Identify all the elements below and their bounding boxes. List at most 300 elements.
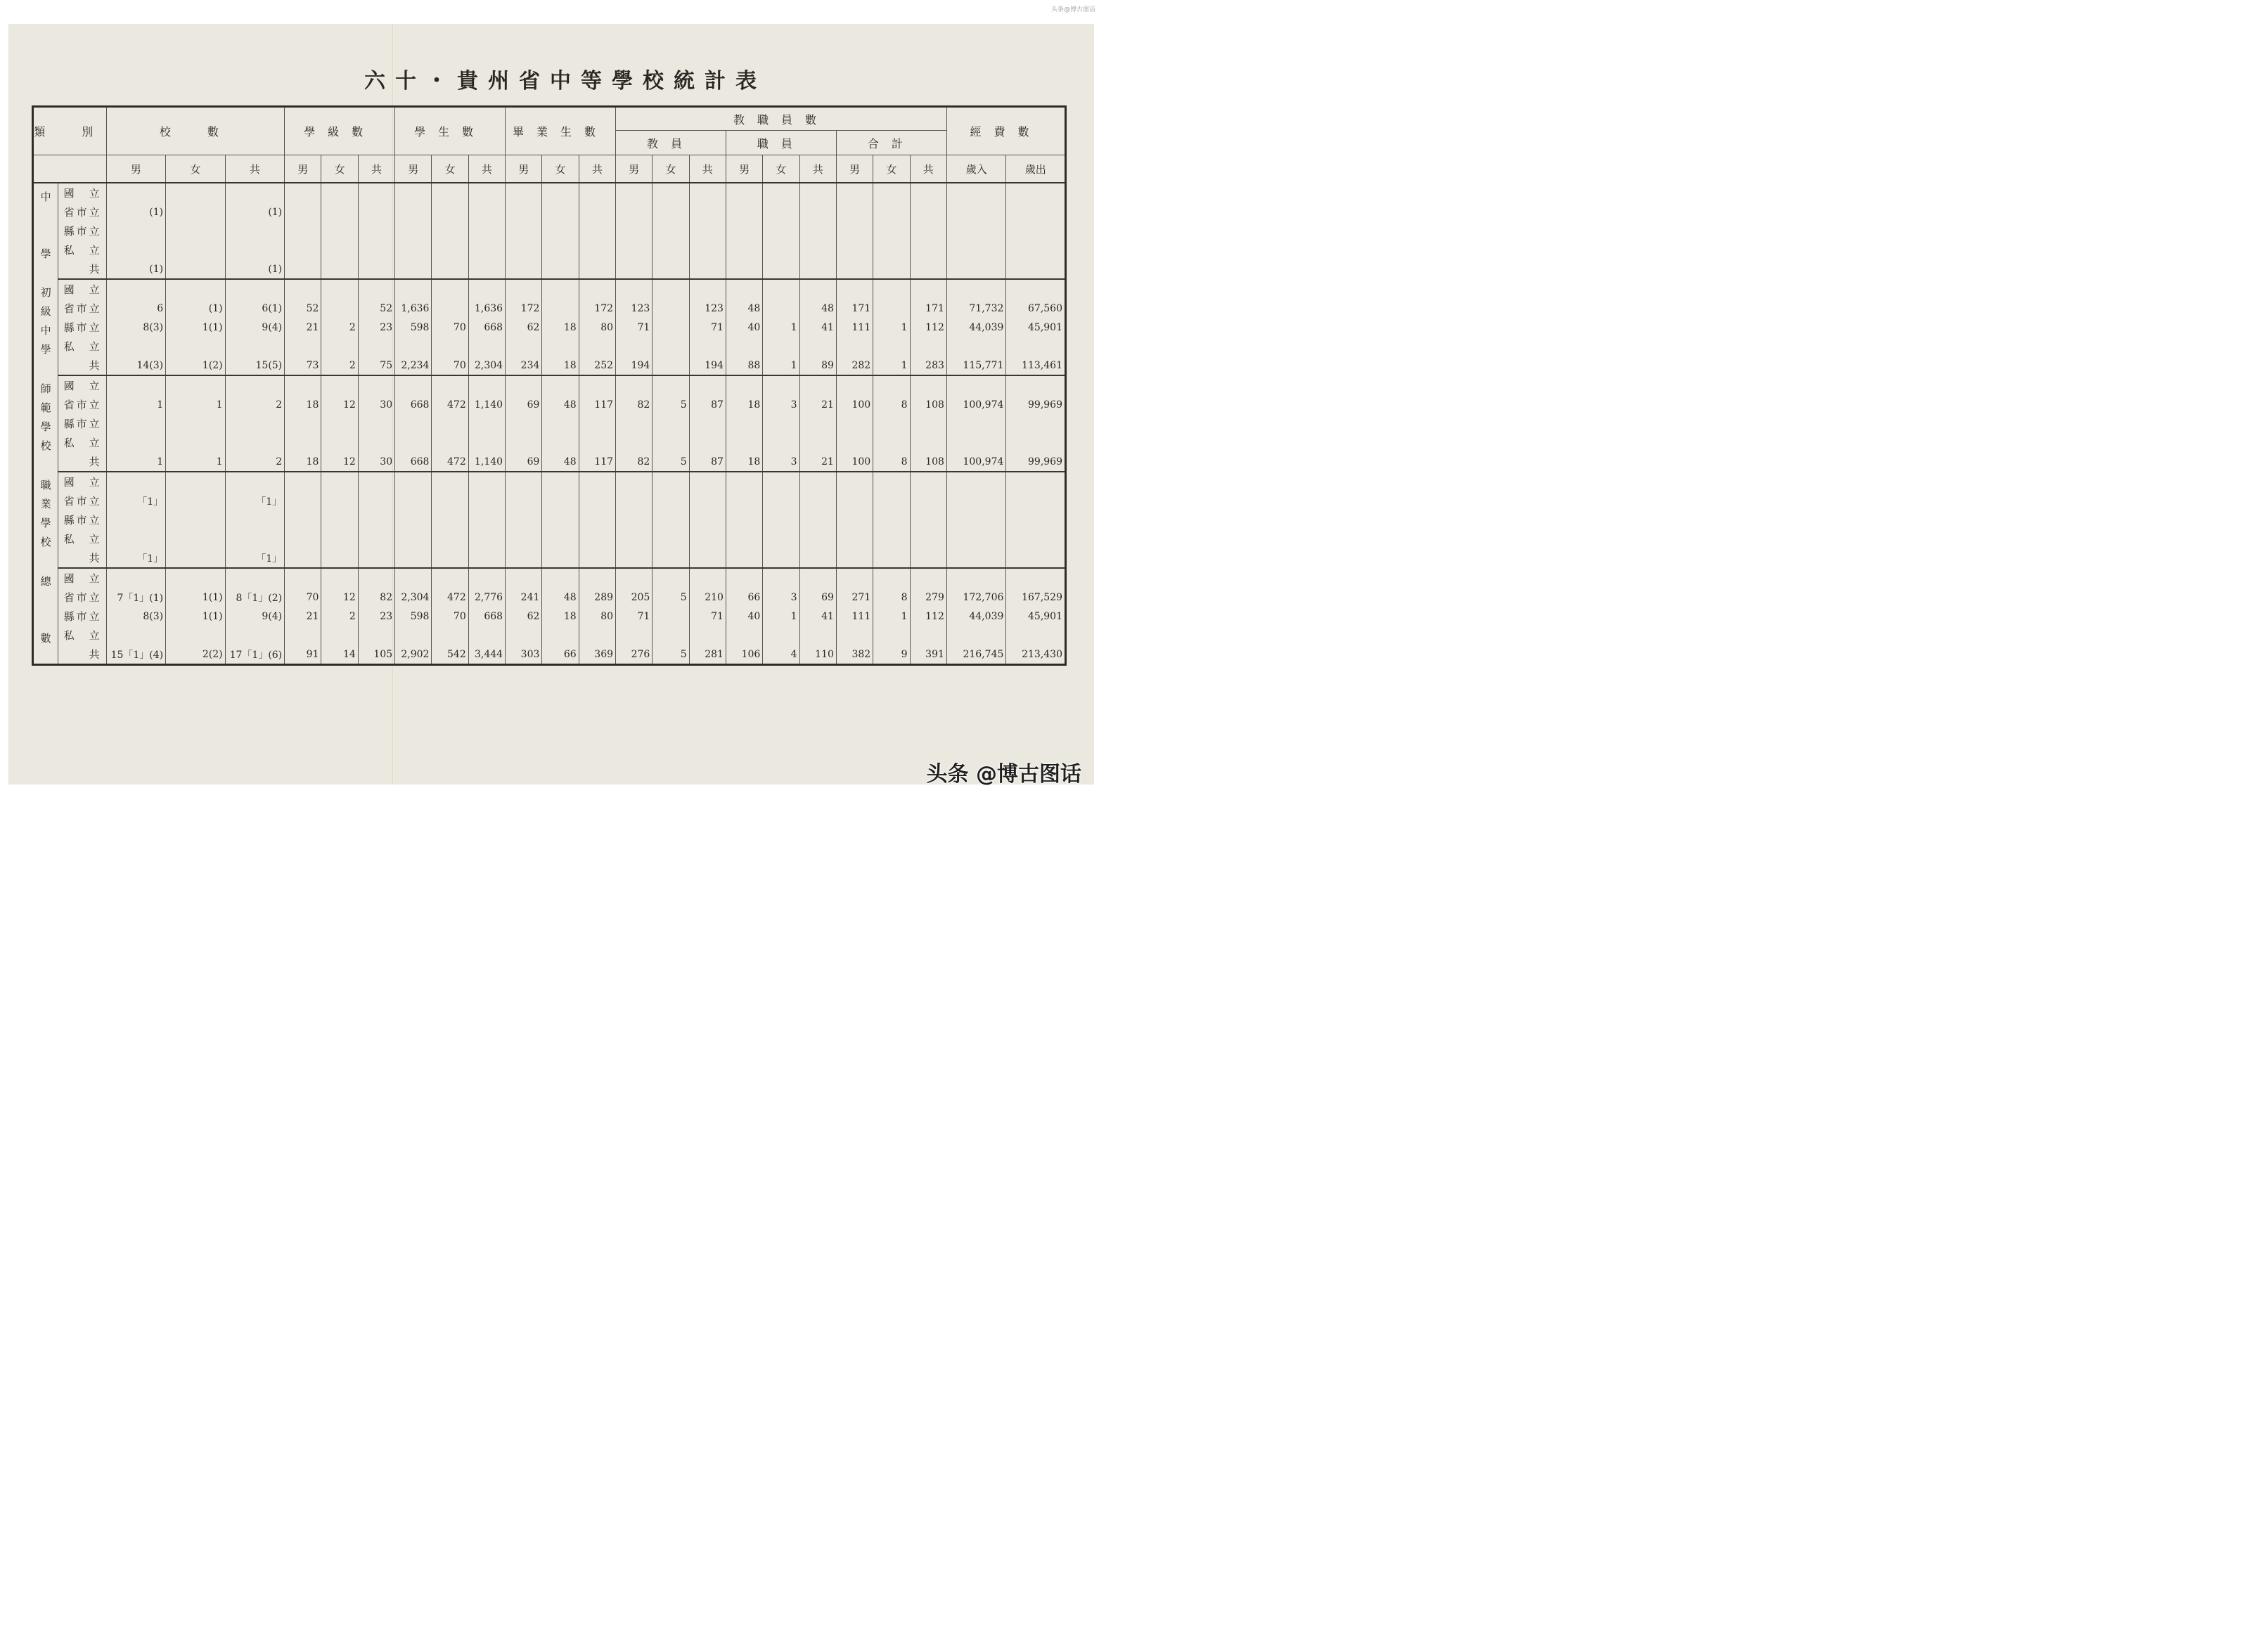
table-cell [763, 337, 799, 356]
table-cell [468, 510, 505, 529]
table-cell [689, 414, 726, 433]
table-cell [432, 548, 468, 568]
table-row [33, 183, 1066, 202]
table-cell [285, 221, 321, 240]
header-both: 共 [689, 155, 726, 183]
table-cell [1006, 414, 1066, 433]
table-cell [285, 414, 321, 433]
table-cell [910, 202, 946, 221]
category-char [34, 610, 58, 629]
table-cell: 14(3) [106, 356, 166, 375]
table-cell [506, 568, 542, 588]
table-cell: 18 [542, 356, 579, 375]
table-cell [689, 491, 726, 510]
table-cell [689, 221, 726, 240]
table-cell: 167,529 [1006, 588, 1066, 607]
table-row [33, 240, 1066, 259]
table-cell [1006, 433, 1066, 452]
table-cell [616, 183, 652, 202]
table-cell [395, 337, 432, 356]
table-cell [726, 414, 762, 433]
table-cell [763, 548, 799, 568]
table-cell: 21 [799, 395, 836, 414]
table-cell [432, 433, 468, 452]
table-cell [726, 568, 762, 588]
table-cell [836, 202, 873, 221]
table-cell: 303 [506, 645, 542, 665]
row-sub-label: 國 立 [58, 472, 106, 491]
table-cell: (1) [106, 259, 166, 279]
table-cell: 17「1」(6) [225, 645, 285, 665]
table-cell: 12 [321, 452, 358, 472]
table-cell [946, 375, 1006, 395]
table-cell [395, 433, 432, 452]
table-cell [166, 183, 226, 202]
table-cell: 14 [321, 645, 358, 665]
table-cell [763, 279, 799, 299]
table-cell [799, 433, 836, 452]
table-cell: 668 [395, 452, 432, 472]
table-cell: 1,140 [468, 452, 505, 472]
table-cell [321, 299, 358, 318]
table-cell [432, 529, 468, 548]
table-cell [285, 202, 321, 221]
table-cell: 71 [689, 318, 726, 337]
table-cell [616, 414, 652, 433]
table-cell: 70 [285, 588, 321, 607]
table-cell: 1 [873, 318, 910, 337]
table-cell: 382 [836, 645, 873, 665]
table-cell [763, 240, 799, 259]
table-cell [836, 529, 873, 548]
row-sub-label: 共 [58, 356, 106, 375]
table-cell [542, 548, 579, 568]
table-cell [285, 279, 321, 299]
table-cell [285, 183, 321, 202]
table-cell: 18 [542, 318, 579, 337]
table-cell [395, 491, 432, 510]
table-cell [542, 221, 579, 240]
table-cell [579, 433, 615, 452]
table-cell: 62 [506, 607, 542, 626]
table-cell: 62 [506, 318, 542, 337]
table-cell [395, 568, 432, 588]
table-cell: 21 [799, 452, 836, 472]
table-cell [358, 202, 394, 221]
table-cell: 18 [285, 452, 321, 472]
table-cell [763, 472, 799, 491]
table-cell [652, 568, 689, 588]
table-cell: 123 [616, 299, 652, 318]
table-cell [946, 414, 1006, 433]
table-row [33, 548, 1066, 568]
table-cell [506, 337, 542, 356]
table-cell [225, 183, 285, 202]
table-cell [285, 337, 321, 356]
table-cell [285, 259, 321, 279]
header-expenses: 經費數 [946, 107, 1065, 155]
table-cell: 2,776 [468, 588, 505, 607]
category-label [33, 472, 58, 568]
table-cell [321, 183, 358, 202]
table-row [33, 202, 1066, 221]
table-cell [166, 626, 226, 645]
table-cell [726, 472, 762, 491]
table-cell [946, 183, 1006, 202]
header-expenditure: 歲出 [1006, 155, 1066, 183]
table-cell [285, 568, 321, 588]
table-cell: 45,901 [1006, 607, 1066, 626]
table-cell: 1,636 [395, 299, 432, 318]
table-cell [579, 626, 615, 645]
table-cell [321, 568, 358, 588]
table-cell [321, 221, 358, 240]
table-cell [579, 548, 615, 568]
table-cell [873, 259, 910, 279]
watermark: 头条 @博古图话 [926, 762, 1081, 787]
table-cell [468, 568, 505, 588]
row-sub-label: 私 立 [58, 626, 106, 645]
table-cell [616, 548, 652, 568]
table-cell [910, 491, 946, 510]
table-cell: 1 [106, 395, 166, 414]
header-female: 女 [321, 155, 358, 183]
table-cell: (1) [225, 259, 285, 279]
table-cell: 210 [689, 588, 726, 607]
table-cell: 82 [616, 452, 652, 472]
table-cell [166, 259, 226, 279]
table-cell [106, 529, 166, 548]
table-cell [652, 337, 689, 356]
table-cell [506, 510, 542, 529]
category-char: 師 [40, 382, 51, 395]
table-cell: 279 [910, 588, 946, 607]
table-cell [468, 279, 505, 299]
table-cell [689, 568, 726, 588]
table-cell [106, 240, 166, 259]
table-cell: 1 [873, 607, 910, 626]
table-cell [1006, 568, 1066, 588]
table-cell: 668 [468, 607, 505, 626]
table-cell [468, 375, 505, 395]
table-cell [726, 626, 762, 645]
table-cell [432, 299, 468, 318]
table-cell: 1 [763, 318, 799, 337]
table-cell [395, 472, 432, 491]
table-cell [873, 279, 910, 299]
table-cell [873, 568, 910, 588]
table-cell [432, 259, 468, 279]
table-cell [652, 626, 689, 645]
table-row [33, 491, 1066, 510]
table-cell: 69 [799, 588, 836, 607]
table-cell [432, 568, 468, 588]
table-cell: 15「1」(4) [106, 645, 166, 665]
table-cell: 4 [763, 645, 799, 665]
table-cell: 100,974 [946, 452, 1006, 472]
table-cell: 「1」 [225, 548, 285, 568]
table-cell [652, 529, 689, 548]
table-cell [321, 529, 358, 548]
row-sub-label: 私 立 [58, 240, 106, 259]
table-cell: 30 [358, 452, 394, 472]
table-cell [166, 414, 226, 433]
corner-watermark: 头条@博古图话 [1050, 6, 1095, 13]
table-cell [506, 491, 542, 510]
table-cell [799, 221, 836, 240]
table-cell [506, 375, 542, 395]
table-cell: 21 [285, 607, 321, 626]
table-cell [799, 183, 836, 202]
header-both: 共 [358, 155, 394, 183]
table-cell: 668 [468, 318, 505, 337]
table-cell [468, 183, 505, 202]
table-cell [395, 240, 432, 259]
table-cell [285, 626, 321, 645]
table-cell [1006, 626, 1066, 645]
table-cell: 282 [836, 356, 873, 375]
category-char: 學 [40, 247, 51, 260]
table-cell [166, 510, 226, 529]
table-cell [799, 202, 836, 221]
table-cell: 9 [873, 645, 910, 665]
table-cell [358, 548, 394, 568]
table-cell [1006, 202, 1066, 221]
table-cell: 71 [616, 607, 652, 626]
table-cell [468, 240, 505, 259]
table-cell [689, 240, 726, 259]
table-cell [542, 375, 579, 395]
table-cell [1006, 491, 1066, 510]
table-cell [763, 259, 799, 279]
table-cell [542, 414, 579, 433]
table-cell [763, 626, 799, 645]
table-cell: 3,444 [468, 645, 505, 665]
table-cell: 18 [726, 452, 762, 472]
table-cell [652, 279, 689, 299]
table-cell [395, 202, 432, 221]
table-cell [689, 279, 726, 299]
table-cell [106, 433, 166, 452]
table-cell: 5 [652, 645, 689, 665]
table-cell [432, 202, 468, 221]
header-male: 男 [395, 155, 432, 183]
category-char: 職 [40, 479, 51, 491]
table-cell [873, 472, 910, 491]
table-cell [579, 240, 615, 259]
table-cell [873, 375, 910, 395]
row-sub-label: 國 立 [58, 375, 106, 395]
table-row [33, 375, 1066, 395]
row-sub-label: 共 [58, 259, 106, 279]
table-cell [395, 183, 432, 202]
table-cell [321, 375, 358, 395]
table-cell [652, 491, 689, 510]
table-cell [506, 202, 542, 221]
header-male: 男 [106, 155, 166, 183]
table-cell [616, 259, 652, 279]
category-char: 總 [40, 575, 51, 588]
row-sub-label: 共 [58, 645, 106, 665]
table-cell [616, 626, 652, 645]
table-cell [836, 221, 873, 240]
table-cell [763, 375, 799, 395]
table-cell [321, 433, 358, 452]
table-cell [542, 491, 579, 510]
table-cell [910, 337, 946, 356]
table-cell: 111 [836, 318, 873, 337]
header-female: 女 [432, 155, 468, 183]
table-cell [166, 568, 226, 588]
table-cell [225, 240, 285, 259]
table-row [33, 452, 1066, 472]
table-row [33, 472, 1066, 491]
table-cell [910, 221, 946, 240]
category-char: 級 [40, 305, 51, 318]
row-sub-label: 縣市立 [58, 221, 106, 240]
table-cell [542, 433, 579, 452]
table-cell [652, 548, 689, 568]
table-cell: 106 [726, 645, 762, 665]
row-sub-label: 私 立 [58, 433, 106, 452]
table-cell: 8「1」(2) [225, 588, 285, 607]
table-cell [652, 472, 689, 491]
table-cell: 100 [836, 452, 873, 472]
header-staff: 職員 [726, 131, 836, 155]
table-cell [432, 510, 468, 529]
table-cell [652, 318, 689, 337]
table-cell [225, 337, 285, 356]
table-cell [358, 240, 394, 259]
table-cell: 1,636 [468, 299, 505, 318]
table-cell [506, 626, 542, 645]
table-cell: 1 [763, 356, 799, 375]
table-cell [799, 491, 836, 510]
table-cell [616, 279, 652, 299]
table-cell [321, 259, 358, 279]
table-cell [946, 279, 1006, 299]
row-sub-label: 國 立 [58, 279, 106, 299]
table-cell [910, 375, 946, 395]
table-cell: 80 [579, 607, 615, 626]
table-row [33, 414, 1066, 433]
table-cell: 23 [358, 318, 394, 337]
category-char: 中 [40, 324, 51, 337]
table-cell [689, 472, 726, 491]
table-cell: 15(5) [225, 356, 285, 375]
table-row [33, 607, 1066, 626]
table-cell [506, 221, 542, 240]
table-cell [432, 183, 468, 202]
table-cell: 70 [432, 356, 468, 375]
table-cell [225, 626, 285, 645]
table-cell [836, 472, 873, 491]
table-cell [358, 433, 394, 452]
table-cell [873, 548, 910, 568]
table-cell [873, 240, 910, 259]
table-cell: 205 [616, 588, 652, 607]
table-cell [395, 259, 432, 279]
table-cell [285, 548, 321, 568]
table-cell [579, 279, 615, 299]
table-cell [689, 529, 726, 548]
category-label [33, 279, 58, 375]
table-cell: 1(1) [166, 607, 226, 626]
table-cell [616, 240, 652, 259]
table-cell [506, 433, 542, 452]
table-cell: 5 [652, 395, 689, 414]
table-cell [579, 202, 615, 221]
row-sub-label: 省市立 [58, 588, 106, 607]
table-cell: 82 [358, 588, 394, 607]
table-cell [836, 183, 873, 202]
table-cell [468, 626, 505, 645]
table-cell [689, 433, 726, 452]
table-cell: 1(2) [166, 356, 226, 375]
table-cell [106, 337, 166, 356]
table-cell [726, 240, 762, 259]
table-cell [285, 375, 321, 395]
table-cell [873, 183, 910, 202]
table-cell [910, 414, 946, 433]
table-row [33, 645, 1066, 665]
table-cell [1006, 183, 1066, 202]
table-cell [395, 375, 432, 395]
category-char: 中 [40, 191, 51, 203]
table-cell [579, 529, 615, 548]
table-cell: 44,039 [946, 318, 1006, 337]
table-cell [873, 221, 910, 240]
table-cell: 8(3) [106, 318, 166, 337]
table-cell: 111 [836, 607, 873, 626]
table-cell [285, 491, 321, 510]
table-cell [321, 279, 358, 299]
table-cell [763, 221, 799, 240]
table-cell [1006, 472, 1066, 491]
table-cell [910, 240, 946, 259]
table-cell: 2,902 [395, 645, 432, 665]
table-cell [579, 259, 615, 279]
table-cell: 3 [763, 395, 799, 414]
table-cell [225, 568, 285, 588]
table-cell [106, 375, 166, 395]
table-cell: 542 [432, 645, 468, 665]
table-cell [726, 202, 762, 221]
table-cell [166, 529, 226, 548]
table-cell: 100,974 [946, 395, 1006, 414]
row-sub-label: 省市立 [58, 491, 106, 510]
table-cell: 598 [395, 318, 432, 337]
header-total: 合計 [836, 131, 946, 155]
category-char: 業 [40, 498, 51, 510]
table-cell: 30 [358, 395, 394, 414]
table-cell [395, 279, 432, 299]
table-cell [689, 202, 726, 221]
table-cell: 112 [910, 607, 946, 626]
table-cell: 1 [873, 356, 910, 375]
table-cell [542, 337, 579, 356]
table-cell [946, 433, 1006, 452]
table-cell [763, 568, 799, 588]
table-cell: 40 [726, 607, 762, 626]
table-cell: 91 [285, 645, 321, 665]
table-cell: 82 [616, 395, 652, 414]
table-cell [358, 337, 394, 356]
table-cell: 18 [726, 395, 762, 414]
table-cell: 281 [689, 645, 726, 665]
table-cell: 80 [579, 318, 615, 337]
table-cell [106, 568, 166, 588]
